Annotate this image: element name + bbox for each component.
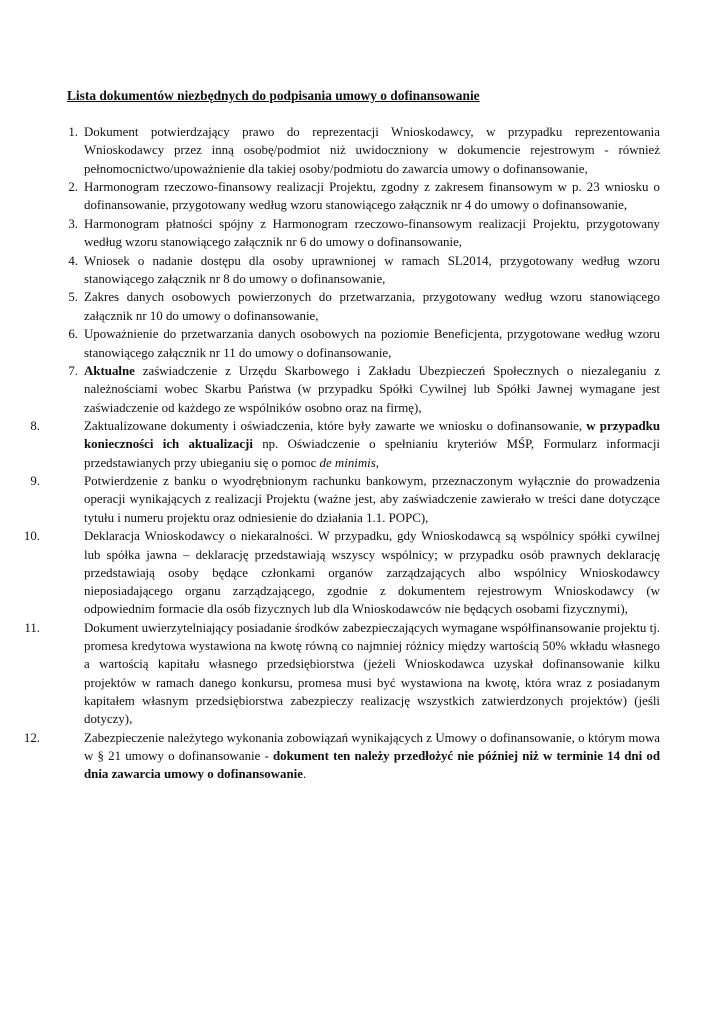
list-item	[0, 178, 660, 215]
item-number: 11.	[24, 620, 40, 635]
item-number: 1.	[68, 125, 78, 139]
item-text-c: ,	[375, 455, 379, 470]
item-text: Deklaracja Wnioskodawcy o niekaralności. W przypadku, gdy Wnioskodawcą są wspólnicy spółki cywilnej lub spółka jawna – deklarację przedstawiają wszyscy wspólnicy; w przypadku osób prawnych deklarację przedstawiają osoby będące członkami organów zarządzających albo wspólnicy Wnioskodawcy nieposiadającego organu zarządzającego, zgodnie z dokumentem rejestrowym Wnioskodawcy (w odpowiednim formacie dla osób fizycznych lub dla Wnioskodawców nie będących osobami fizycznymi),	[84, 529, 660, 617]
item-text: Zaktualizowane dokumenty i oświadczenia, które były zawarte we wniosku o dofinansowanie,	[84, 419, 587, 434]
item-text: Zabezpieczenie należytego wykonania zobowiązań wynikających z Umowy o dofinansowanie, o którym mowa w § 21 umowy o dofinansowanie -	[84, 730, 660, 764]
item-text: Dokument uwierzytelniający posiadanie środków zabezpieczających wymagane współfinansowanie projektu tj. promesa kredytowa wystawiona na kwotę równą co najmniej różnicy między wartością 50% wkładu własnego a wartością kapitału własnego przedsiębiorstwa (jeżeli Wnioskodawca uzyskał dofinansowanie kilku projektów w ramach danego konkursu, promesa musi być wystawiona na kwotę, która wraz z posiadanym kapitałem własnym przedsiębiorstwa zabezpieczy realizację wszystkich zatwierdzonych projektów) (jeśli dotyczy),	[84, 620, 660, 727]
item-number: 5.	[68, 290, 78, 305]
item-text: Potwierdzenie z banku o wyodrębnionym rachunku bankowym, przeznaczonym wyłącznie do prowadzenia operacji wynikających z realizacji Projektu (ważne jest, aby zaświadczenie zawierało w treści dane dotyczące tytułu i numeru projektu oraz odniesienie do działania 1.1. POPC),	[84, 474, 660, 525]
documents-list	[0, 123, 725, 784]
item-number: 3.	[68, 216, 78, 231]
list-item	[0, 472, 660, 527]
list-item	[0, 325, 660, 362]
item-text: zaświadczenie z Urzędu Skarbowego i Zakładu Ubezpieczeń Społecznych o niezaleganiu z należnościami wobec Skarbu Państwa (w przypadku Spółki Cywilnej lub Spółki Jawnej wymagane jest zaświadczenie od każdego ze wspólników osobno oraz na firmę),	[84, 363, 660, 415]
document-title: Lista dokumentów niezbędnych do podpisania umowy o dofinansowanie	[67, 88, 480, 103]
item-text: Dokument potwierdzający prawo do reprezentacji Wnioskodawcy, w przypadku reprezentowania Wnioskodawcy przez inną osobę/podmiot niż uwidoczniony w dokumencie rejestrowym - również pełnomocnictwo/upoważnienie dla takiej osoby/podmiotu do zawarcia umowy o dofinansowanie,	[84, 125, 660, 176]
item-text: Upoważnienie do przetwarzania danych osobowych na poziomie Beneficjenta, przygotowane według wzoru stanowiącego załącznik nr 11 do umowy o dofinansowanie,	[84, 327, 660, 360]
item-text: Wniosek o nadanie dostępu dla osoby uprawnionej w ramach SL2014, przygotowany według wzoru stanowiącego załącznik nr 8 do umowy o dofinansowanie,	[84, 253, 660, 286]
list-item	[0, 527, 660, 618]
list-item	[0, 215, 660, 252]
list-item	[0, 362, 660, 417]
item-bold-mid: w przypadku konieczności ich aktualizacji	[84, 419, 660, 452]
item-number: 4.	[68, 253, 78, 268]
item-bold-tail: dokument ten należy przedłożyć nie później niż w terminie 14 dni od dnia zawarcia umowy o dofinansowanie	[84, 749, 660, 782]
item-number: 2.	[68, 180, 78, 195]
list-item	[0, 123, 660, 178]
list-item	[0, 417, 660, 472]
item-text: Harmonogram rzeczowo-finansowy realizacji Projektu, zgodny z zakresem finansowym w p. 23 wniosku o dofinansowanie, przygotowany według wzoru stanowiącego załącznik nr 4 do umowy o dofinansowanie,	[84, 180, 660, 213]
item-text: Zakres danych osobowych powierzonych do przetwarzania, przygotowany według wzoru stanowiącego załącznik nr 10 do umowy o dofinansowanie,	[84, 290, 660, 323]
item-number: 8.	[30, 419, 40, 434]
item-number: 12.	[23, 730, 40, 745]
item-number: 7.	[68, 363, 78, 378]
item-number: 9.	[30, 474, 40, 489]
item-bold-lead: Aktualne	[84, 363, 135, 378]
item-number: 10.	[23, 529, 40, 544]
list-item	[0, 252, 660, 289]
item-text-end: .	[302, 767, 307, 782]
list-item	[0, 729, 660, 784]
item-italic: de minimis	[319, 455, 376, 470]
item-number: 6.	[68, 327, 78, 342]
item-text: Harmonogram płatności spójny z Harmonogram rzeczowo-finansowym realizacji Projektu, przygotowany według wzoru stanowiącego załącznik nr 6 do umowy o dofinansowanie,	[84, 216, 660, 250]
list-item	[0, 288, 660, 325]
list-item	[0, 619, 660, 729]
item-text-b: np. Oświadczenie o spełnianiu kryteriów MŚP, Formularz informacji przedstawianych przy ubieganiu się o pomoc	[84, 437, 660, 470]
